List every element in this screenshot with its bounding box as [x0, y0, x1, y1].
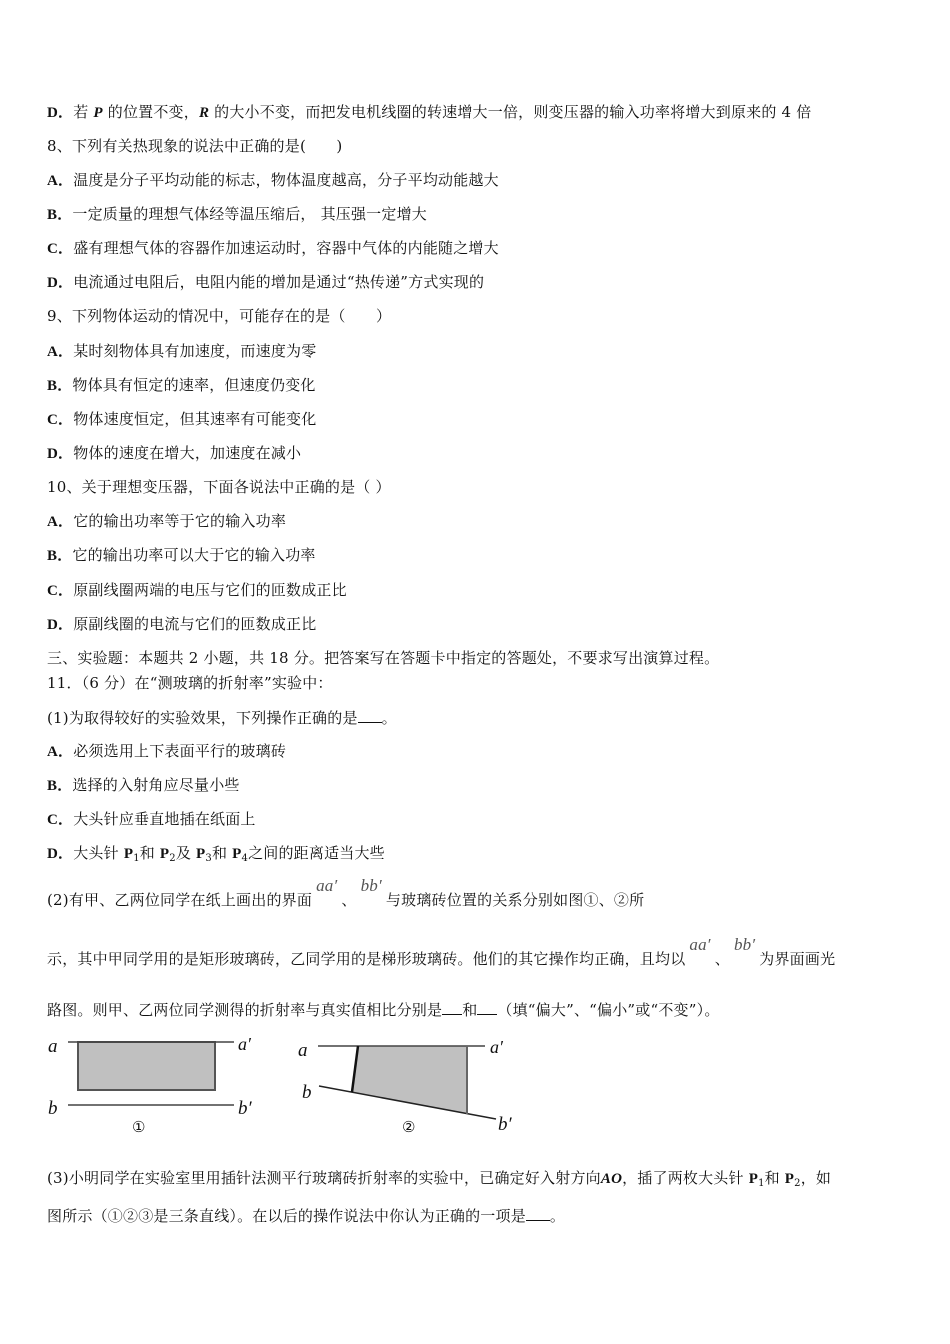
- q8-option-c: C．盛有理想气体的容器作加速运动时，容器中气体的内能随之增大: [47, 239, 499, 257]
- q11-part2-line2: 示，其中甲同学用的是矩形玻璃砖，乙同学用的是梯形玻璃砖。他们的其它操作均正确，且均以aa′、bb′为界面画光: [47, 935, 836, 968]
- math-aa-prime: aa′: [316, 876, 338, 895]
- figure-2-caption: ②: [402, 1118, 416, 1136]
- q11-stem: 11．（6 分）在“测玻璃的折射率”实验中：: [47, 674, 333, 692]
- answer-blank[interactable]: [358, 708, 382, 723]
- q10-option-b: B．它的输出功率可以大于它的输入功率: [47, 546, 316, 564]
- figure-1-caption: ①: [132, 1118, 146, 1136]
- q10-option-c: C．原副线圈两端的电压与它们的匝数成正比: [47, 581, 347, 599]
- q9-option-c: C．物体速度恒定，但其速率有可能变化: [47, 410, 317, 428]
- q9-option-a: A．某时刻物体具有加速度，而速度为零: [47, 342, 317, 360]
- label-b: b: [302, 1082, 312, 1103]
- q11-part3-line2: 图所示（①②③是三条直线）。在以后的操作说法中你认为正确的一项是 。: [47, 1207, 566, 1225]
- q9-option-d: D．物体的速度在增大，加速度在减小: [47, 444, 302, 462]
- answer-blank-jia[interactable]: [442, 1000, 462, 1015]
- math-bb-prime: bb′: [733, 935, 756, 954]
- math-bb-prime: bb′: [360, 876, 382, 895]
- label-a-prime: a′: [238, 1034, 251, 1054]
- section-3-header: 三、实验题：本题共 2 小题，共 18 分。把答案写在答题卡中指定的答题处，不要求写出演算过程。: [47, 649, 720, 667]
- q9-option-b: B．物体具有恒定的速率，但速度仍变化: [47, 376, 316, 394]
- q8-stem: 8、下列有关热现象的说法中正确的是( ): [47, 137, 343, 155]
- q11-part1-option-d: D．大头针 $P_1$和 $P_2$及 $P_3$和 $P_4$之间的距离适当大些: [47, 844, 385, 864]
- q11-part3-line1: (3)小明同学在实验室里用插针法测平行玻璃砖折射率的实验中，已确定好入射方向AO，插了两枚大头针 $P_1$和 $P_2$，如: [47, 1169, 832, 1189]
- q11-part1-stem: (1)为取得较好的实验效果，下列操作正确的是 。: [47, 709, 397, 727]
- q10-option-d: D．原副线圈的电流与它们的匝数成正比: [47, 615, 317, 633]
- q9-stem: 9、下列物体运动的情况中，可能存在的是（ ）: [47, 307, 392, 325]
- q11-part1-option-c: C．大头针应垂直地插在纸面上: [47, 810, 256, 828]
- label-b-prime: b′: [238, 1098, 252, 1119]
- q7-option-d: D．若 P 的位置不变，R 的大小不变，而把发电机线圈的转速增大一倍，则变压器的输入功率将增大到原来的 4 倍: [47, 103, 812, 121]
- q11-part2-line3: 路图。则甲、乙两位同学测得的折射率与真实值相比分别是 和 （填“偏大”、“偏小”或“不变”）。: [47, 1001, 720, 1019]
- label-b-prime: b′: [498, 1114, 512, 1135]
- q10-option-a: A．它的输出功率等于它的输入功率: [47, 512, 287, 530]
- label-b: b: [48, 1098, 58, 1119]
- q10-stem: 10、关于理想变压器，下面各说法中正确的是（ ）: [47, 478, 391, 496]
- q11-part1-option-b: B．选择的入射角应尽量小些: [47, 776, 240, 794]
- answer-blank-yi[interactable]: [477, 1000, 497, 1015]
- label-a: a: [298, 1040, 308, 1061]
- label-a-prime: a′: [490, 1037, 503, 1057]
- q8-option-a: A．温度是分子平均动能的标志，物体温度越高，分子平均动能越大: [47, 171, 499, 189]
- answer-blank[interactable]: [526, 1206, 550, 1221]
- math-aa-prime: aa′: [689, 935, 711, 954]
- q11-part2-line1: (2)有甲、乙两位同学在纸上画出的界面aa′、bb′与玻璃砖位置的关系分别如图①、②所: [47, 876, 645, 909]
- figure-1-rectangular-glass: [42, 1036, 282, 1146]
- figure-2-trapezoid-glass: [292, 1036, 532, 1146]
- label-a: a: [48, 1036, 58, 1057]
- q11-part1-option-a: A．必须选用上下表面平行的玻璃砖: [47, 742, 287, 760]
- q8-option-b: B．一定质量的理想气体经等温压缩后， 其压强一定增大: [47, 205, 427, 223]
- q8-option-d: D．电流通过电阻后，电阻内能的增加是通过“热传递”方式实现的: [47, 273, 485, 291]
